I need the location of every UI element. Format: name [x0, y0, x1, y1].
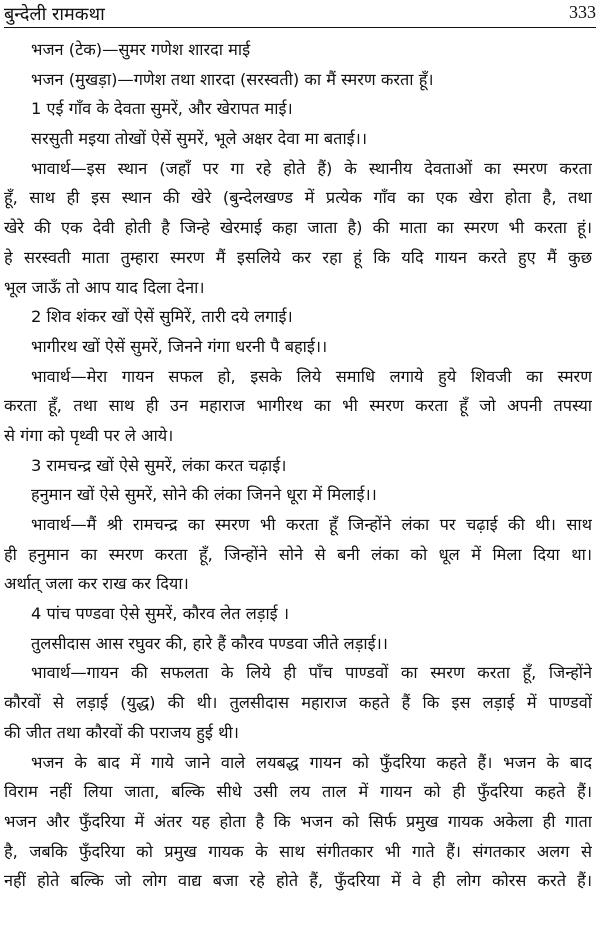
- text-line: 2 शिव शंकर खों ऐसें सुमिरें, तारी दये लगाई।: [31, 307, 293, 327]
- text-line: भजन (टेक)—सुमर गणेश शारदा माई: [31, 40, 251, 59]
- page-header: [4, 0, 596, 30]
- text-line: 1 एई गाँव के देवता सुमरें, और खेरापत माई।: [31, 99, 293, 119]
- text-line: भजन और फुँदरिया में अंतर यह होता है कि भजन को सिर्फ प्रमुख गायक अकेला ही गाता: [4, 811, 592, 831]
- text-line: 4 पांच पण्डवा ऐसे सुमरें, कौरव लेत लड़ाई ।: [31, 604, 289, 624]
- text-line: भागीरथ खों ऐसें सुमरें, जिनने गंगा धरनी पै बहाई।।: [31, 336, 328, 356]
- text-line: की जीत तथा कौरवों की पराजय हुई थी।: [4, 722, 239, 742]
- text-line: तुलसीदास आस रघुवर की, हारे हैं कौरव पण्डवा जीते लड़ाई।।: [31, 633, 388, 653]
- text-line: कौरवों से लड़ाई (युद्ध) की थी। तुलसीदास महाराज कहते हैं कि इस लड़ाई में पाण्डवों: [4, 693, 592, 713]
- text-line: खेरे की एक देवी होती है जिन्हे खेरमाई कहा जाता है) की माता का स्मरण भी करता हूं।: [4, 218, 592, 238]
- text-line: से गंगा को पृथ्वी पर ले आये।: [4, 425, 174, 445]
- text-line: भजन (मुखड़ा)—गणेश तथा शारदा (सरस्वती) का मैं स्मरण करता हूँ।: [31, 69, 434, 89]
- text-line: है, जबकि फुँदरिया को प्रमुख गायक के साथ संगीतकार भी गाते हैं। संगतकार अलग से: [4, 841, 592, 861]
- text-line: भावार्थ—मेरा गायन सफल हो, इसके लिये समाधि लगाये हुये शिवजी का स्मरण: [31, 366, 592, 386]
- text-line: नहीं होते बल्कि जो लोग वाद्य बजा रहे होते हैं, फुँदरिया में वे ही लोग कोरस करते हैं।: [4, 871, 592, 891]
- text-line: 3 रामचन्द्र खों ऐसे सुमरें, लंका करत चढ़ाई।: [31, 455, 287, 475]
- text-line: हूँ, साथ ही इस स्थान की खेरे (बुन्देलखण्ड में प्रत्येक गाँव का एक खेरा होता है, तथा: [4, 188, 592, 208]
- page-number: 333: [569, 2, 596, 22]
- text-line: भावार्थ—इस स्थान (जहाँ पर गा रहे होते हैं) के स्थानीय देवताओं का स्मरण करता: [31, 158, 592, 178]
- running-title: बुन्देली रामकथा: [4, 4, 105, 25]
- text-line: अर्थात् जला कर राख कर दिया।: [4, 574, 189, 594]
- body-text: [4, 35, 592, 896]
- text-line: हनुमान खों ऐसे सुमरें, सोने की लंका जिनने धूरा में मिलाई।।: [31, 485, 377, 505]
- text-line: विराम नहीं लिया जाता, बल्कि सीधे उसी लय ताल में गायन को ही फुँदरिया कहते हैं।: [4, 782, 592, 802]
- text-line: करता हूँ, तथा साथ ही उन महाराज भागीरथ का भी स्मरण करता हूँ जो अपनी तपस्या: [4, 396, 592, 416]
- header-rule: [4, 27, 596, 28]
- text-line: ही हनुमान का स्मरण करता हूँ, जिन्होंने सोने से बनी लंका को धूल में मिला दिया था।: [4, 544, 592, 564]
- text-line: हे सरस्वती माता तुम्हारा स्मरण मैं इसलिये कर रहा हूं कि यदि गायन करते हुए मैं कुछ: [4, 247, 592, 267]
- text-line: भावार्थ—गायन की सफलता के लिये ही पाँच पाण्डवों का स्मरण करता हूँ, जिन्होंने: [31, 663, 592, 683]
- text-line: सरसुती मइया तोखों ऐसें सुमरें, भूले अक्षर देवा मा बताई।।: [31, 129, 368, 149]
- text-line: भजन के बाद में गाये जाने वाले लयबद्ध गायन को फुँदरिया कहते हैं। भजन के बाद: [31, 752, 592, 772]
- text-line: भूल जाऊँ तो आप याद दिला देना।: [4, 277, 205, 297]
- text-line: भावार्थ—मैं श्री रामचन्द्र का स्मरण भी करता हूँ जिन्होंने लंका पर चढ़ाई की थी। साथ: [31, 515, 592, 534]
